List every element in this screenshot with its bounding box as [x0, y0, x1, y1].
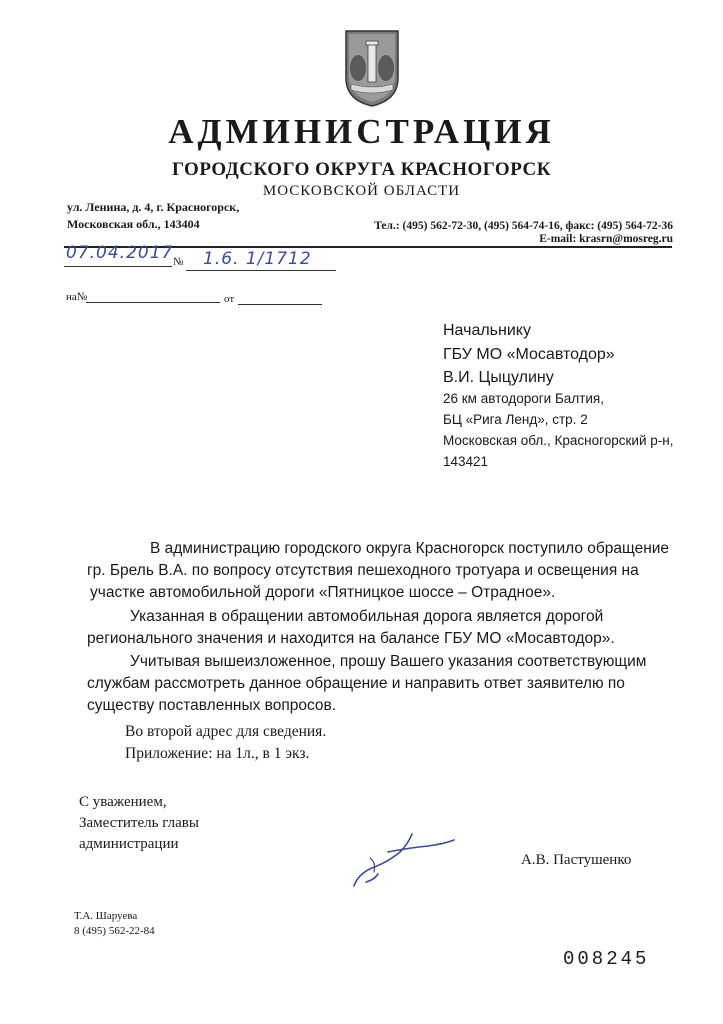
org-phones: Тел.: (495) 562-72-30, (495) 564-74-16, факс: (495) 564-72-36	[374, 220, 673, 232]
closing-regards: С уважением,	[79, 794, 167, 810]
addressee-postcode: 143421	[443, 454, 489, 469]
org-region: МОСКОВСКОЙ ОБЛАСТИ	[262, 183, 461, 199]
addressee-name: В.И. Цыцулину	[443, 369, 554, 386]
closing-position1: Заместитель главы	[79, 815, 199, 831]
body-p3-line3: существу поставленных вопросов.	[87, 697, 337, 714]
body-p1-line2: гр. Брель В.А. по вопросу отсутствия пешеходного тротуара и освещения на	[87, 562, 639, 579]
body-p2-line2: регионального значения и находится на балансе ГБУ МО «Мосавтодор».	[87, 630, 615, 647]
date-underline	[64, 266, 172, 267]
reply-to-underline	[86, 302, 220, 303]
addressee-org: ГБУ МО «Мосавтодор»	[443, 346, 615, 363]
body-p2-line1: Указанная в обращении автомобильная дорога является дорогой	[130, 608, 604, 625]
signer-name: А.В. Пастушенко	[521, 852, 632, 868]
addressee-address2: БЦ «Рига Ленд», стр. 2	[443, 412, 588, 427]
number-underline	[186, 270, 336, 271]
executor-name: Т.А. Шаруева	[74, 910, 138, 922]
body-p3-line2: службам рассмотреть данное обращение и направить ответ заявителю по	[87, 675, 625, 692]
executor-phone: 8 (495) 562-22-84	[74, 925, 155, 937]
body-p1-line1: В администрацию городского округа Красногорск поступило обращение	[150, 540, 670, 557]
closing-position2: администрации	[79, 836, 179, 852]
addressee-address1: 26 км автодороги Балтия,	[443, 391, 604, 406]
org-title: АДМИНИСТРАЦИЯ	[168, 112, 555, 151]
body-p1-line3: участке автомобильной дороги «Пятницкое шоссе – Отрадное».	[90, 584, 556, 601]
body-p3-line1: Учитывая вышеизложенное, прошу Вашего указания соответствующим	[130, 653, 647, 670]
registration-number: 008245	[563, 948, 650, 970]
org-email: E-mail: krasrn@mosreg.ru	[539, 233, 673, 245]
coat-of-arms-icon	[343, 28, 401, 108]
addressee-address3: Московская обл., Красногорский р-н,	[443, 433, 674, 448]
body-p4: Во второй адрес для сведения.	[125, 723, 327, 740]
org-address-line2: Московская обл., 143404	[67, 217, 200, 231]
outgoing-date: 07.04.2017	[66, 243, 174, 263]
addressee-position: Начальнику	[443, 322, 531, 339]
reply-from-label: от	[224, 293, 235, 305]
body-attachment: Приложение: на 1л., в 1 экз.	[125, 745, 310, 762]
outgoing-number: 1.6. 1/1712	[203, 249, 312, 269]
org-address-line1: ул. Ленина, д. 4, г. Красногорск,	[67, 200, 240, 214]
reply-to-label: на№	[66, 291, 88, 303]
org-subtitle: ГОРОДСКОГО ОКРУГА КРАСНОГОРСК	[171, 159, 552, 180]
reply-from-underline	[238, 304, 322, 305]
handwritten-signature	[348, 828, 458, 892]
outgoing-number-label: №	[173, 256, 184, 268]
